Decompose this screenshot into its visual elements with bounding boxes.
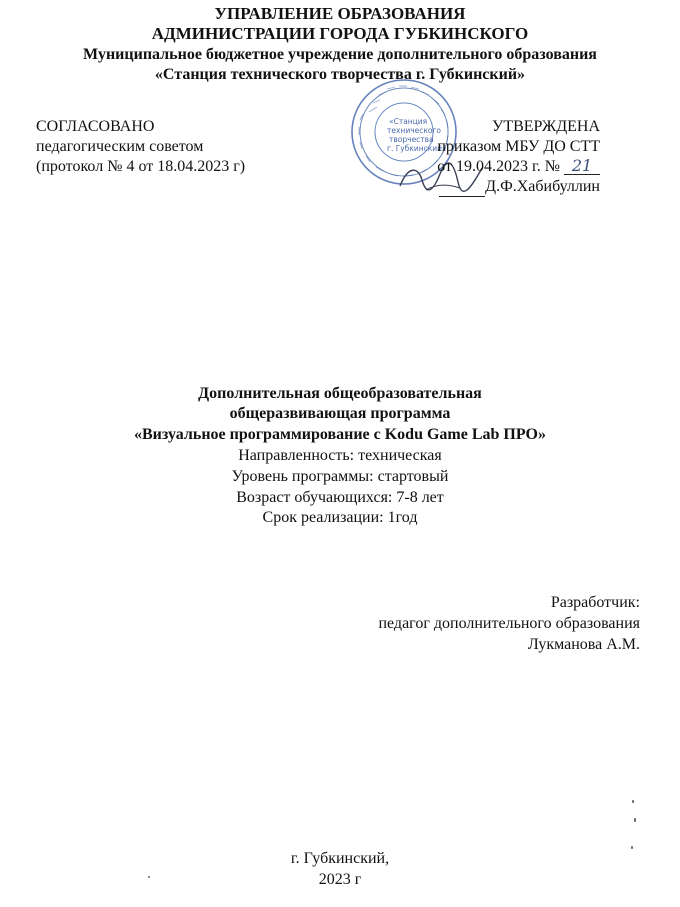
program-direction: Направленность: техническая [238, 447, 442, 464]
stamp-text-4: г. Губкинский» [387, 144, 447, 153]
approved-block [437, 117, 600, 197]
signature-line [439, 182, 485, 197]
approved-date: от 19.04.2023 г. № [437, 158, 560, 175]
developer-position: педагог дополнительного образования [378, 615, 640, 632]
order-number: 21 [564, 158, 600, 175]
developer-label: Разработчик: [550, 594, 640, 611]
agreed-line-2: (протокол № 4 от 18.04.2023 г) [36, 158, 246, 175]
stamp-text-1: «Станция [389, 117, 428, 126]
scan-speck [634, 818, 636, 822]
scan-speck [148, 876, 150, 878]
scan-speck [631, 846, 633, 849]
program-level: Уровень программы: стартовый [231, 468, 449, 485]
header-line-3: Муниципальное бюджетное учреждение дополнительного образования [83, 46, 597, 63]
stamp-text-3: творчества [389, 135, 434, 144]
approved-signatory: Д.Ф.Хабибуллин [485, 178, 600, 195]
program-line-1: Дополнительная общеобразовательная [198, 385, 482, 402]
stamp-text-2: технического [387, 126, 442, 135]
approved-title: УТВЕРЖДЕНА [491, 118, 600, 135]
header-line-2: АДМИНИСТРАЦИИ ГОРОДА ГУБКИНСКОГО [151, 24, 529, 43]
agreed-title: СОГЛАСОВАНО [36, 118, 155, 135]
program-title: «Визуальное программирование с Kodu Game Lab ПРО» [133, 426, 546, 443]
developer-name: Лукманова А.М. [527, 636, 640, 653]
approved-line-2 [437, 157, 600, 177]
agreed-line-1: педагогическим советом [36, 138, 204, 155]
program-line-2: общеразвивающая программа [229, 405, 451, 422]
footer-year: 2023 г [318, 871, 362, 888]
agreed-block [36, 117, 245, 177]
approved-line-1: приказом МБУ ДО СТТ [437, 138, 600, 155]
approved-signatory-line [437, 177, 600, 197]
header-line-4: «Станция технического творчества г. Губкинский» [154, 66, 526, 83]
scan-speck [632, 800, 634, 803]
program-term: Срок реализации: 1год [262, 509, 418, 526]
developer-block [378, 592, 640, 655]
header-line-1: УПРАВЛЕНИЕ ОБРАЗОВАНИЯ [214, 4, 466, 23]
footer-city: г. Губкинский, [290, 850, 390, 867]
program-age: Возраст обучающихся: 7-8 лет [236, 489, 444, 506]
